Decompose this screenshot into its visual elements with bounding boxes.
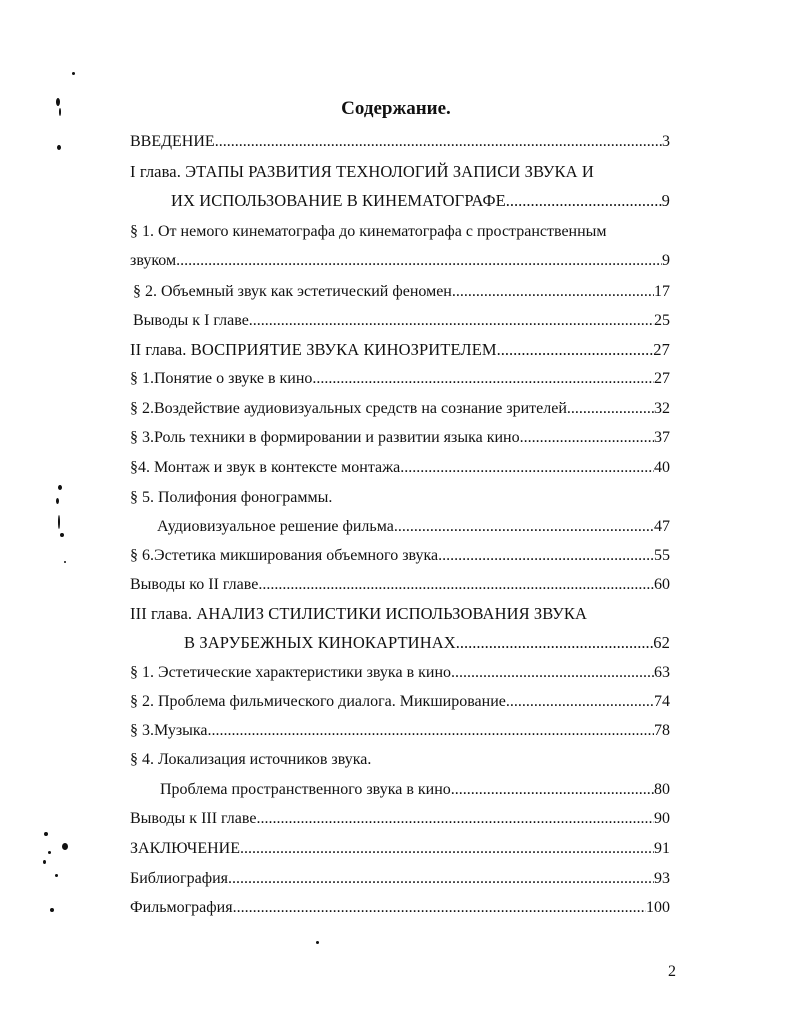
speck bbox=[60, 533, 64, 537]
toc-entry-heading[interactable]: § 1. От немого кинематографа до кинематографа с пространственным bbox=[130, 223, 607, 240]
toc-entry[interactable] bbox=[130, 399, 670, 419]
toc-entry-label: § 1. Эстетические характеристики звука в кино bbox=[130, 664, 452, 681]
toc-entry[interactable] bbox=[130, 132, 670, 152]
toc-entry-page: 27 bbox=[653, 340, 670, 359]
toc-entry-page: 90 bbox=[654, 810, 670, 827]
toc-entry[interactable] bbox=[130, 809, 670, 829]
toc-entry-label: Аудиовизуальное решение фильма bbox=[157, 518, 394, 535]
speck bbox=[55, 874, 58, 877]
dot-leader bbox=[228, 869, 654, 889]
toc-entry[interactable] bbox=[130, 546, 670, 566]
toc-entry[interactable] bbox=[130, 721, 670, 741]
toc-entry[interactable] bbox=[130, 692, 670, 712]
toc-entry-page: 3 bbox=[662, 133, 670, 150]
toc-entry[interactable] bbox=[130, 458, 670, 478]
toc-entry-heading[interactable]: I глава. ЭТАПЫ РАЗВИТИЯ ТЕХНОЛОГИЙ ЗАПИСИ ЗВУКА И bbox=[130, 162, 594, 181]
toc-entry-page: 80 bbox=[654, 781, 670, 798]
toc-entry-heading[interactable]: § 4. Локализация источников звука. bbox=[130, 751, 372, 768]
dot-leader bbox=[400, 458, 654, 478]
page-number: 2 bbox=[668, 963, 676, 980]
speck bbox=[57, 145, 61, 150]
toc-entry-page: 91 bbox=[654, 840, 670, 857]
toc-entry[interactable] bbox=[130, 575, 670, 595]
toc-entry[interactable] bbox=[130, 340, 670, 360]
toc-entry-page: 32 bbox=[654, 400, 670, 417]
toc-entry-page: 63 bbox=[654, 664, 670, 681]
toc-entry-label: ИХ ИСПОЛЬЗОВАНИЕ В КИНЕМАТОГРАФЕ bbox=[171, 191, 506, 210]
toc-entry-heading[interactable]: § 5. Полифония фонограммы. bbox=[130, 489, 333, 506]
toc-entry-label: ЗАКЛЮЧЕНИЕ bbox=[130, 840, 240, 857]
toc-entry-label: звуком bbox=[130, 252, 177, 269]
toc-entry-page: 74 bbox=[654, 693, 670, 710]
toc-entry[interactable] bbox=[130, 898, 670, 918]
toc-entry[interactable] bbox=[130, 869, 670, 889]
toc-entry-page: 78 bbox=[654, 722, 670, 739]
speck bbox=[58, 485, 62, 490]
toc-entry[interactable] bbox=[130, 839, 670, 859]
dot-leader bbox=[215, 132, 662, 152]
toc-entry-label: Выводы ко II главе bbox=[130, 576, 259, 593]
dot-leader bbox=[249, 311, 654, 331]
toc-entry-page: 27 bbox=[654, 370, 670, 387]
toc-entry-label: § 3.Роль техники в формировании и развитии языка кино bbox=[130, 429, 520, 446]
toc-entry-label: Фильмография bbox=[130, 899, 233, 916]
toc-entry[interactable] bbox=[157, 517, 670, 537]
toc-entry-heading[interactable]: III глава. АНАЛИЗ СТИЛИСТИКИ ИСПОЛЬЗОВАНИЯ ЗВУКА bbox=[130, 604, 587, 623]
dot-leader bbox=[438, 546, 654, 566]
dot-leader bbox=[208, 721, 654, 741]
dot-leader bbox=[452, 282, 654, 302]
toc-entry-page: 9 bbox=[661, 191, 670, 210]
speck bbox=[43, 860, 46, 864]
toc-entry-page: 40 bbox=[654, 459, 670, 476]
toc-entry-label: ВВЕДЕНИЕ bbox=[130, 133, 215, 150]
dot-leader bbox=[520, 428, 654, 448]
toc-entry-page: 25 bbox=[654, 312, 670, 329]
toc-entry-label: § 2. Проблема фильмического диалога. Микширование bbox=[130, 693, 506, 710]
toc-entry[interactable] bbox=[130, 663, 670, 683]
dot-leader bbox=[258, 575, 654, 595]
toc-entry[interactable] bbox=[171, 191, 670, 211]
toc-entry-label: § 1.Понятие о звуке в кино bbox=[130, 370, 313, 387]
speck bbox=[72, 72, 75, 75]
toc-entry-label: §4. Монтаж и звук в контексте монтажа bbox=[130, 459, 401, 476]
toc-entry-label: Проблема пространственного звука в кино bbox=[160, 781, 451, 798]
dot-leader bbox=[240, 839, 654, 859]
speck bbox=[316, 941, 319, 944]
dot-leader bbox=[394, 517, 654, 537]
toc-entry-label: § 2.Воздействие аудиовизуальных средств на сознание зрителей bbox=[130, 400, 567, 417]
speck bbox=[48, 851, 51, 854]
toc-entry[interactable] bbox=[160, 780, 670, 800]
toc-entry-page: 17 bbox=[654, 283, 670, 300]
dot-leader bbox=[506, 692, 654, 712]
dot-leader bbox=[497, 340, 654, 360]
speck bbox=[56, 98, 60, 106]
dot-leader bbox=[456, 633, 654, 653]
toc-entry-page: 93 bbox=[654, 870, 670, 887]
speck bbox=[56, 498, 59, 504]
speck bbox=[58, 515, 60, 529]
toc-entry-label: Выводы к I главе bbox=[133, 312, 249, 329]
dot-leader bbox=[451, 780, 654, 800]
toc-entry-label: Выводы к III главе bbox=[130, 810, 257, 827]
dot-leader bbox=[451, 663, 654, 683]
speck bbox=[50, 908, 54, 912]
toc-entry-page: 100 bbox=[646, 899, 670, 916]
speck bbox=[62, 843, 68, 850]
speck bbox=[44, 832, 48, 836]
toc-entry[interactable] bbox=[130, 369, 670, 389]
toc-entry[interactable] bbox=[130, 428, 670, 448]
toc-entry-label: § 2. Объемный звук как эстетический феномен bbox=[133, 283, 452, 300]
dot-leader bbox=[312, 369, 654, 389]
toc-entry-page: 60 bbox=[654, 576, 670, 593]
dot-leader bbox=[176, 251, 662, 271]
toc-entry-label: В ЗАРУБЕЖНЫХ КИНОКАРТИНАХ bbox=[184, 633, 456, 652]
toc-entry-label: Библиография bbox=[130, 870, 228, 887]
speck bbox=[64, 561, 66, 563]
speck bbox=[59, 108, 61, 116]
dot-leader bbox=[506, 191, 662, 211]
toc-entry-page: 55 bbox=[654, 547, 670, 564]
toc-entry-page: 37 bbox=[654, 429, 670, 446]
toc-entry-page: 62 bbox=[653, 633, 670, 652]
toc-entry-label: § 3.Музыка bbox=[130, 722, 208, 739]
dot-leader bbox=[233, 898, 646, 918]
toc-entry-label: § 6.Эстетика микширования объемного звука bbox=[130, 547, 439, 564]
toc-entry[interactable] bbox=[184, 633, 670, 653]
toc-entry[interactable] bbox=[133, 311, 670, 331]
toc-entry-page: 9 bbox=[662, 252, 670, 269]
dot-leader bbox=[567, 399, 654, 419]
toc-entry[interactable] bbox=[130, 251, 670, 271]
toc-entry-page: 47 bbox=[654, 518, 670, 535]
toc-entry[interactable] bbox=[133, 282, 670, 302]
toc-entry-label: II глава. ВОСПРИЯТИЕ ЗВУКА КИНОЗРИТЕЛЕМ bbox=[130, 340, 497, 359]
page-title: Содержание. bbox=[341, 98, 451, 119]
dot-leader bbox=[256, 809, 654, 829]
